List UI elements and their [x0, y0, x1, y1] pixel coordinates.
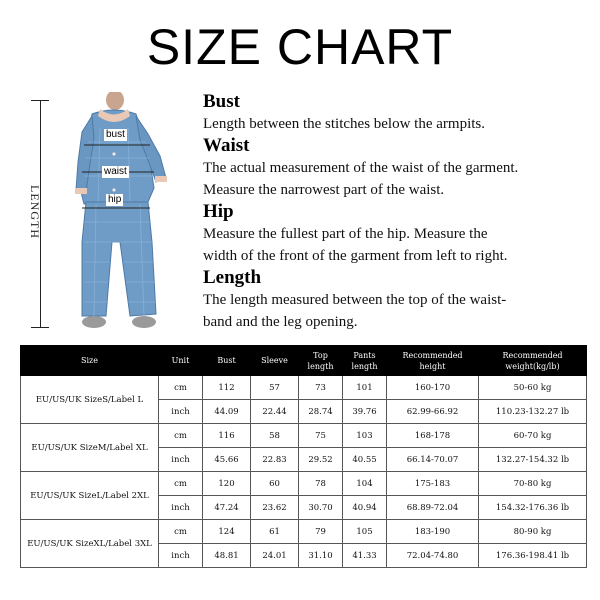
weight-cell: 50-60 kg [479, 376, 587, 400]
definition-text: Measure the fullest part of the hip. Measure the [203, 226, 488, 242]
header-unit: Unit [159, 346, 203, 376]
definition-bust [203, 91, 593, 135]
unit-cell: inch [159, 544, 203, 568]
top-length-cell: 28.74 [299, 400, 343, 424]
bust-cell: 120 [203, 472, 251, 496]
header-pants-length: Pants length [343, 346, 387, 376]
measurement-definitions [203, 91, 593, 333]
size-cell: EU/US/UK SizeL/Label 2XL [21, 472, 159, 520]
length-indicator-bottom-cap [31, 327, 49, 328]
model-figure [70, 92, 185, 332]
top-length-cell: 31.10 [299, 544, 343, 568]
header-recommended-weight: Recommended weight(kg/lb) [479, 346, 587, 376]
definition-text: Length between the stitches below the armpits. [203, 116, 486, 132]
sleeve-cell: 60 [251, 472, 299, 496]
unit-cell: cm [159, 520, 203, 544]
definition-text: Measure the narrowest part of the waist. [203, 182, 445, 198]
definition-heading: Hip [203, 201, 234, 222]
length-indicator-label: LENGTH [28, 185, 42, 239]
definition-text: band and the leg opening. [203, 314, 358, 330]
bust-cell: 48.81 [203, 544, 251, 568]
pajama-illustration [70, 92, 185, 332]
size-cell: EU/US/UK SizeM/Label XL [21, 424, 159, 472]
hip-tag: hip [108, 194, 122, 205]
top-length-cell: 73 [299, 376, 343, 400]
weight-cell: 176.36-198.41 lb [479, 544, 587, 568]
header-size: Size [21, 346, 159, 376]
pants-length-cell: 103 [343, 424, 387, 448]
bust-cell: 116 [203, 424, 251, 448]
pants-length-cell: 105 [343, 520, 387, 544]
top-length-cell: 79 [299, 520, 343, 544]
top-length-cell: 78 [299, 472, 343, 496]
pants-length-cell: 104 [343, 472, 387, 496]
sleeve-cell: 58 [251, 424, 299, 448]
pants-length-cell: 101 [343, 376, 387, 400]
definition-hip [203, 201, 593, 267]
definition-heading: Bust [203, 91, 240, 112]
sleeve-cell: 23.62 [251, 496, 299, 520]
definition-length [203, 267, 593, 333]
definition-text: The length measured between the top of the waist- [203, 292, 507, 308]
bust-cell: 45.66 [203, 448, 251, 472]
unit-cell: inch [159, 496, 203, 520]
size-cell: EU/US/UK SizeS/Label L [21, 376, 159, 424]
unit-cell: cm [159, 472, 203, 496]
header-sleeve: Sleeve [251, 346, 299, 376]
sleeve-cell: 24.01 [251, 544, 299, 568]
size-cell: EU/US/UK SizeXL/Label 3XL [21, 520, 159, 568]
definition-text: width of the front of the garment from left to right. [203, 248, 508, 264]
length-indicator-top-cap [31, 100, 49, 101]
table-row [21, 520, 587, 544]
table-header-row [21, 346, 587, 376]
height-cell: 175-183 [387, 472, 479, 496]
pants-length-cell: 40.94 [343, 496, 387, 520]
size-table [20, 345, 587, 568]
bust-tag: bust [106, 129, 125, 140]
sleeve-cell: 22.44 [251, 400, 299, 424]
bust-cell: 124 [203, 520, 251, 544]
weight-cell: 60-70 kg [479, 424, 587, 448]
height-cell: 66.14-70.07 [387, 448, 479, 472]
top-length-cell: 75 [299, 424, 343, 448]
height-cell: 160-170 [387, 376, 479, 400]
definition-text: The actual measurement of the waist of the garment. [203, 160, 519, 176]
unit-cell: cm [159, 424, 203, 448]
unit-cell: inch [159, 448, 203, 472]
height-cell: 183-190 [387, 520, 479, 544]
header-recommended-height: Recommended height [387, 346, 479, 376]
header-top-length: Top length [299, 346, 343, 376]
pants-length-cell: 41.33 [343, 544, 387, 568]
bust-cell: 112 [203, 376, 251, 400]
bust-cell: 47.24 [203, 496, 251, 520]
definition-heading: Length [203, 267, 262, 288]
table-row [21, 424, 587, 448]
sleeve-cell: 57 [251, 376, 299, 400]
pants-length-cell: 40.55 [343, 448, 387, 472]
unit-cell: inch [159, 400, 203, 424]
bust-cell: 44.09 [203, 400, 251, 424]
table-row [21, 472, 587, 496]
weight-cell: 132.27-154.32 lb [479, 448, 587, 472]
weight-cell: 154.32-176.36 lb [479, 496, 587, 520]
top-length-cell: 29.52 [299, 448, 343, 472]
sleeve-cell: 61 [251, 520, 299, 544]
header-bust: Bust [203, 346, 251, 376]
page-title: SIZE CHART [146, 19, 454, 75]
waist-tag: waist [104, 166, 127, 177]
pants-length-cell: 39.76 [343, 400, 387, 424]
unit-cell: cm [159, 376, 203, 400]
weight-cell: 70-80 kg [479, 472, 587, 496]
definition-heading: Waist [203, 135, 250, 156]
weight-cell: 110.23-132.27 lb [479, 400, 587, 424]
sleeve-cell: 22.83 [251, 448, 299, 472]
height-cell: 168-178 [387, 424, 479, 448]
definition-waist [203, 135, 593, 201]
height-cell: 68.89-72.04 [387, 496, 479, 520]
height-cell: 62.99-66.92 [387, 400, 479, 424]
top-length-cell: 30.70 [299, 496, 343, 520]
height-cell: 72.04-74.80 [387, 544, 479, 568]
table-row [21, 376, 587, 400]
weight-cell: 80-90 kg [479, 520, 587, 544]
